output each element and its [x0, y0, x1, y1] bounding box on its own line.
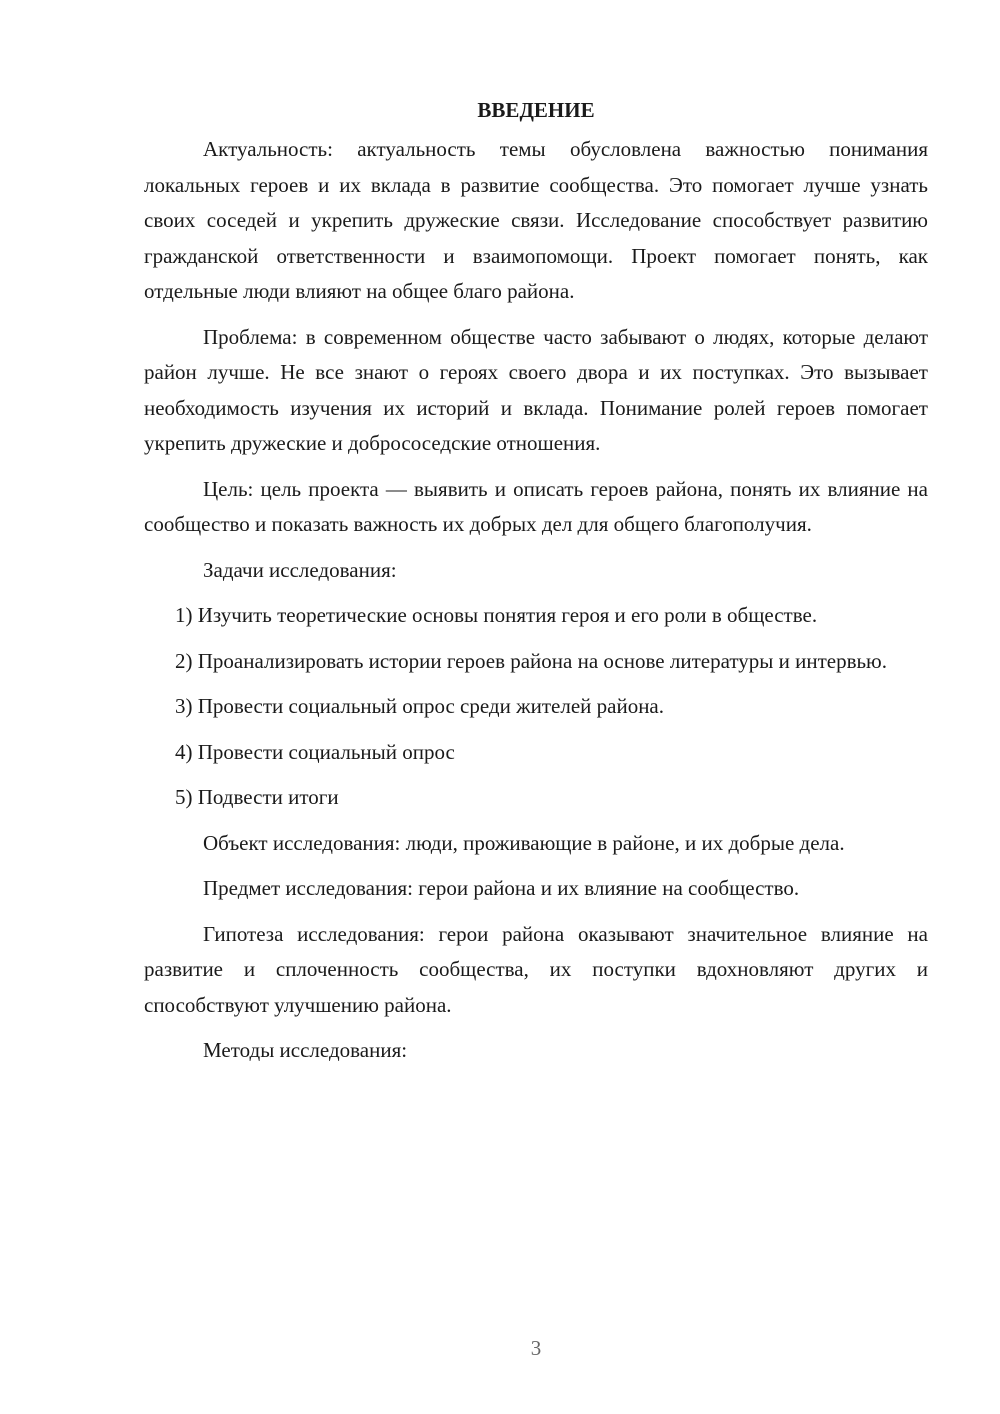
- task-item-2: 2) Проанализировать истории героев района на основе литературы и интервью.: [175, 648, 888, 673]
- task-item-1: 1) Изучить теоретические основы понятия героя и его роли в обществе.: [175, 603, 818, 627]
- paragraph-object: Объект исследования: люди, проживающие в районе, и их добрые дела.: [203, 830, 845, 855]
- task-item-5: 5) Подвести итоги: [175, 785, 339, 809]
- paragraph-methods: Методы исследования:: [203, 1038, 408, 1062]
- task-item-3: 3) Провести социальный опрос среди жителей района.: [175, 694, 664, 718]
- section-title: ВВЕДЕНИЕ: [477, 98, 595, 122]
- document-page: [144, 92, 928, 1069]
- paragraph-goal: Цель: цель проекта — выявить и описать героев района, понять их влияние на сообщество и показать важность их добрых дел для общего благополучия.: [144, 476, 928, 536]
- tasks-heading: Задачи исследования:: [203, 557, 397, 582]
- paragraph-relevance: Актуальность: актуальность темы обусловлена важностью понимания локальных героев и их вклада в развитие сообщества. Это помогает лучше узнать своих соседей и укрепить дружеские связи. Исследование способствует развитию гражданской ответственности и взаимопомощи. Проект помогает понять, как отдельные люди влияют на общее благо района.: [144, 137, 928, 303]
- paragraph-hypothesis: Гипотеза исследования: герои района оказывают значительное влияние на развитие и сплоченность сообщества, их поступки вдохновляют других и способствуют улучшению района.: [144, 921, 928, 1017]
- paragraph-subject: Предмет исследования: герои района и их влияние на сообщество.: [203, 876, 800, 900]
- task-item-4: 4) Провести социальный опрос: [175, 739, 455, 764]
- paragraph-problem: Проблема: в современном обществе часто забывают о людях, которые делают район лучше. Не все знают о героях своего двора и их поступках. Это вызывает необходимость изучения их историй и вклада. Понимание ролей героев помогает укрепить дружеские и добрососедские отношения.: [144, 324, 928, 455]
- page-number: 3: [530, 1336, 542, 1360]
